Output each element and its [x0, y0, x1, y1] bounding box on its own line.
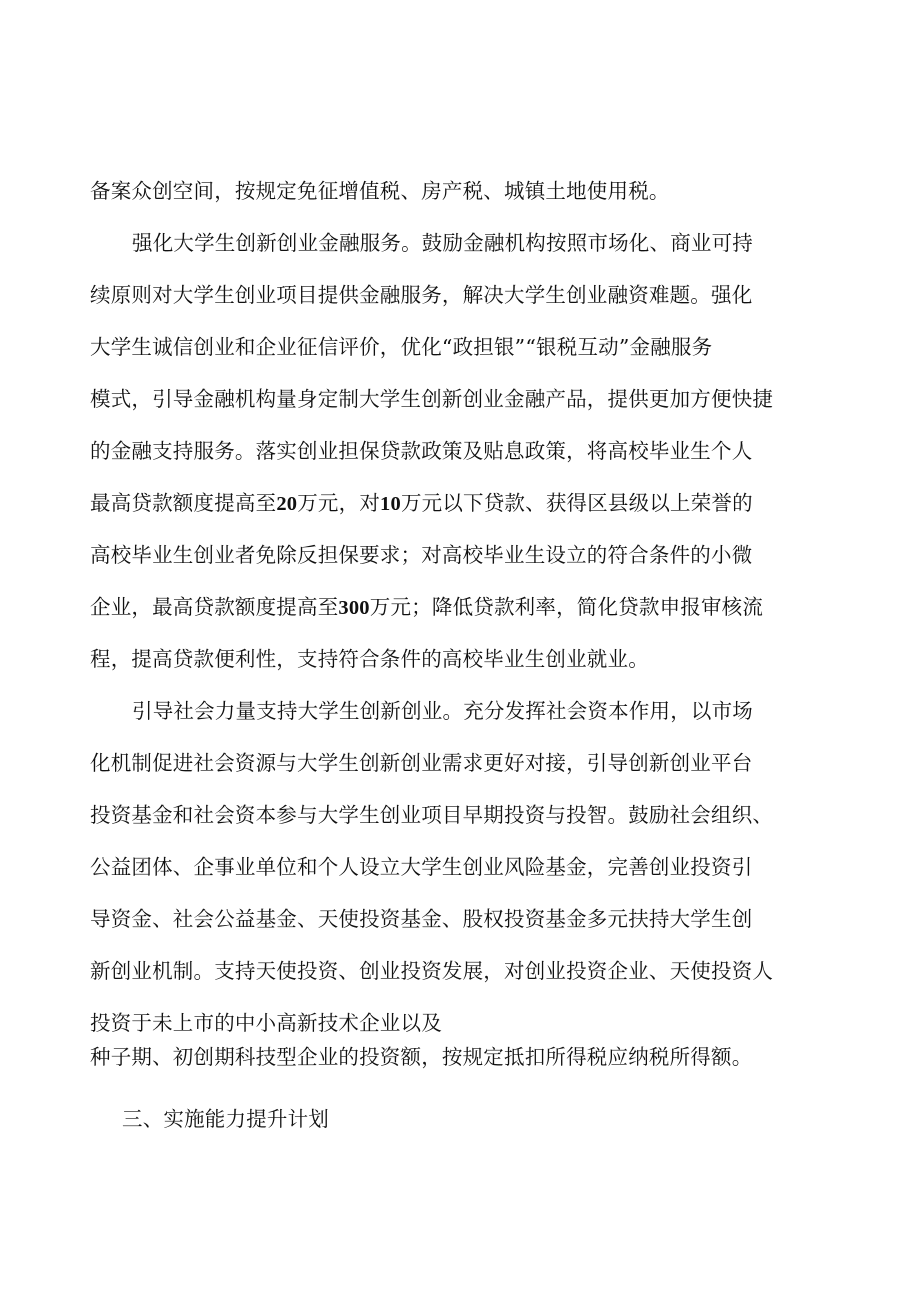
section-heading: 三、实施能力提升计划	[122, 1107, 329, 1131]
paragraph-3-line-1: 引导社会力量支持大学生创新创业。充分发挥社会资本作用，以市场	[132, 699, 753, 723]
paragraph-3-line-3: 投资基金和社会资本参与大学生创业项目早期投资与投智。鼓励社会组织、	[90, 803, 774, 827]
line-6-text-c: 万元以下贷款、获得区县级以上荣誉的	[400, 491, 753, 515]
enterprise-loan-limit-amount: 300	[338, 597, 370, 619]
line-6-text-a: 最高贷款额度提高至	[90, 491, 277, 515]
paragraph-2-line-7: 高校毕业生创业者免除反担保要求；对高校毕业生设立的符合条件的小微	[90, 543, 753, 567]
paragraph-2-line-6	[90, 490, 753, 517]
paragraph-3-line-8: 种子期、初创期科技型企业的投资额，按规定抵扣所得税应纳税所得额。	[90, 1045, 753, 1069]
line-8-text-b: 万元；降低贷款利率，简化贷款申报审核流	[369, 595, 764, 619]
paragraph-3-line-5: 导资金、社会公益基金、天使投资基金、股权投资基金多元扶持大学生创	[90, 907, 753, 931]
paragraph-3-line-4: 公益团体、企事业单位和个人设立大学生创业风险基金，完善创业投资引	[90, 855, 753, 879]
paragraph-3-line-7: 投资于未上市的中小高新技术企业以及	[90, 1011, 442, 1035]
paragraph-2-line-4: 模式，引导金融机构量身定制大学生创新创业金融产品，提供更加方便快捷	[90, 387, 774, 411]
paragraph-2-line-5: 的金融支持服务。落实创业担保贷款政策及贴息政策，将高校毕业生个人	[90, 439, 753, 463]
paragraph-2-line-9: 程，提高贷款便利性，支持符合条件的高校毕业生创业就业。	[90, 647, 649, 671]
line-8-text-a: 企业，最高贷款额度提高至	[90, 595, 339, 619]
paragraph-2-line-2: 续原则对大学生创业项目提供金融服务，解决大学生创业融资难题。强化	[90, 283, 753, 307]
paragraph-2-line-3: 大学生诚信创业和企业征信评价，优化“政担银”“银税互动”金融服务	[90, 335, 713, 359]
paragraph-3-line-6: 新创业机制。支持天使投资、创业投资发展，对创业投资企业、天使投资人	[90, 959, 774, 983]
paragraph-2-line-8	[90, 594, 763, 621]
paragraph-1-line-1: 备案众创空间，按规定免征增值税、房产税、城镇土地使用税。	[90, 179, 670, 203]
paragraph-3-line-2: 化机制促进社会资源与大学生创新创业需求更好对接，引导创新创业平台	[90, 751, 753, 775]
paragraph-2-line-1: 强化大学生创新创业金融服务。鼓励金融机构按照市场化、商业可持	[132, 231, 753, 255]
loan-threshold-amount: 10	[380, 493, 401, 515]
loan-limit-amount: 20	[276, 493, 298, 515]
line-6-text-b: 万元，对	[297, 491, 381, 515]
